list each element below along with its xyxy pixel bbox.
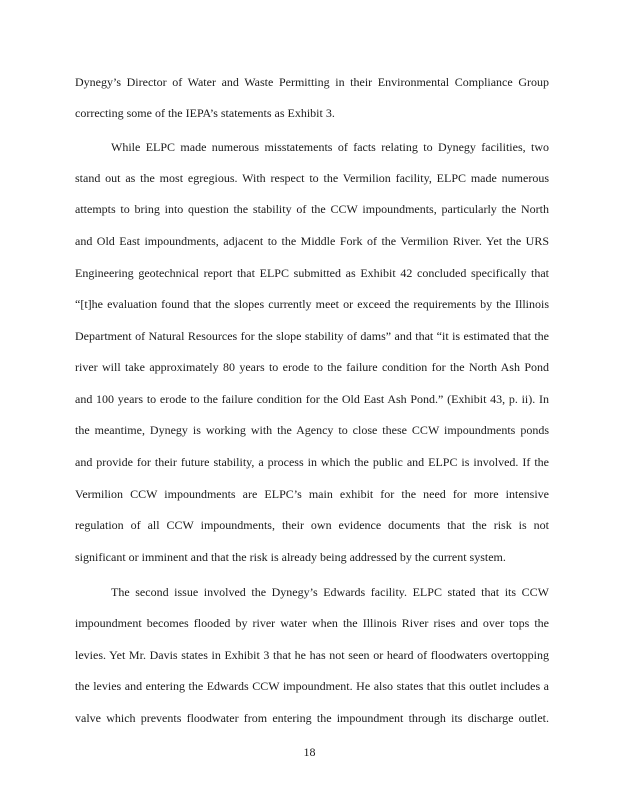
- text-line: Vermilion CCW impoundments are ELPC’s main exhibit for the need for more intensive: [75, 487, 549, 501]
- text-line: and provide for their future stability, a process in which the public and ELPC is involved. If the: [75, 455, 549, 469]
- text-line: Department of Natural Resources for the slope stability of dams” and that “it is estimated that the: [75, 329, 549, 343]
- text-line: Engineering geotechnical report that ELPC submitted as Exhibit 42 concluded specifically that: [75, 266, 549, 280]
- text-line: and 100 years to erode to the failure condition for the Old East Ash Pond.” (Exhibit 43, p. ii). In: [75, 392, 549, 406]
- text-line: The second issue involved the Dynegy’s Edwards facility. ELPC stated that its CCW: [111, 585, 549, 599]
- text-line: “[t]he evaluation found that the slopes currently meet or exceed the requirements by the Illinois: [75, 297, 549, 311]
- text-line: the levies and entering the Edwards CCW impoundment. He also states that this outlet includes a: [75, 679, 549, 693]
- text-line: river will take approximately 80 years to erode to the failure condition for the North Ash Pond: [75, 360, 549, 374]
- text-line: attempts to bring into question the stability of the CCW impoundments, particularly the North: [75, 202, 549, 216]
- text-line: and Old East impoundments, adjacent to the Middle Fork of the Vermilion River. Yet the URS: [75, 234, 549, 248]
- text-line: impoundment becomes flooded by river water when the Illinois River rises and over tops the: [75, 616, 549, 630]
- text-line: stand out as the most egregious. With respect to the Vermilion facility, ELPC made numerous: [75, 171, 549, 185]
- text-line: significant or imminent and that the risk is already being addressed by the current system.: [75, 550, 506, 564]
- text-line: Dynegy’s Director of Water and Waste Permitting in their Environmental Compliance Group: [75, 75, 549, 89]
- page-number: 18: [303, 745, 316, 759]
- text-line: valve which prevents floodwater from entering the impoundment through its discharge outlet.: [75, 711, 549, 725]
- text-line: correcting some of the IEPA’s statements as Exhibit 3.: [75, 106, 335, 120]
- text-line: While ELPC made numerous misstatements of facts relating to Dynegy facilities, two: [111, 140, 549, 154]
- text-line: levies. Yet Mr. Davis states in Exhibit 3 that he has not seen or heard of floodwaters overtopping: [75, 648, 549, 662]
- text-line: the meantime, Dynegy is working with the Agency to close these CCW impoundments ponds: [75, 423, 549, 437]
- text-line: regulation of all CCW impoundments, their own evidence documents that the risk is not: [75, 518, 549, 532]
